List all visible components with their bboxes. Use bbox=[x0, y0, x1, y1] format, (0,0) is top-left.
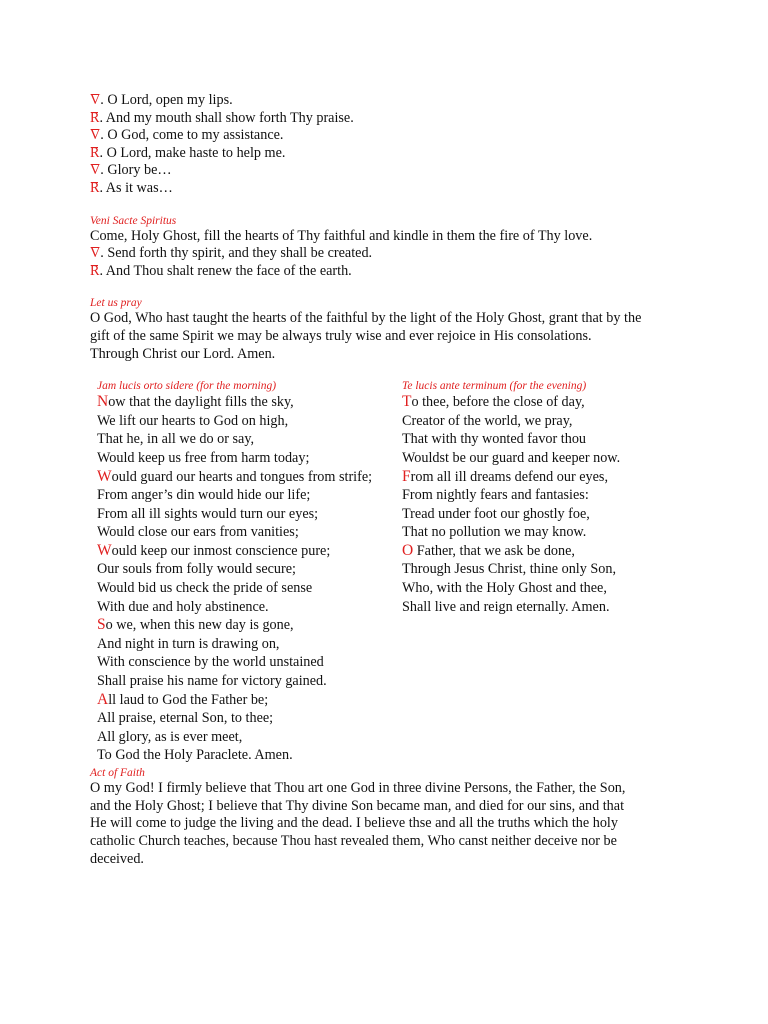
hymn-line: Would bid us check the pride of sense bbox=[97, 580, 313, 597]
hymn-line: Would keep our inmost conscience pure; bbox=[97, 541, 331, 559]
hymn-line: Would guard our hearts and tongues from strife; bbox=[97, 467, 373, 485]
versicles-block bbox=[90, 92, 690, 198]
hymn-line: Through Jesus Christ, thine only Son, bbox=[402, 561, 616, 578]
versicle-marker: V bbox=[90, 245, 101, 262]
hymn-line: Tread under foot our ghostly foe, bbox=[402, 505, 590, 522]
hymn-line: Would close our ears from vanities; bbox=[97, 524, 299, 541]
versicle-marker: V bbox=[90, 127, 101, 144]
document-page bbox=[90, 92, 690, 868]
prayer-text: Through Christ our Lord. Amen. bbox=[90, 345, 276, 362]
hymn-line: With conscience by the world unstained bbox=[97, 654, 324, 671]
prayer-text: O God, Who hast taught the hearts of the faithful by the light of the Holy Ghost, grant that by the bbox=[90, 310, 642, 327]
prayer-text: and the Holy Ghost; I believe that Thy divine Son became man, and died for our sins, and that bbox=[90, 797, 625, 814]
versicle-line: V. Send forth thy spirit, and they shall be created. bbox=[90, 245, 373, 262]
response-line: R. And Thou shalt renew the face of the earth. bbox=[90, 262, 352, 279]
hymn-line: With due and holy abstinence. bbox=[97, 598, 269, 615]
response-marker: R bbox=[90, 109, 100, 126]
hymn-line: O Father, that we ask be done, bbox=[402, 541, 575, 559]
hymn-line: From all ill dreams defend our eyes, bbox=[402, 467, 609, 485]
hymns-columns bbox=[90, 379, 690, 764]
hymn-line: All glory, as is ever meet, bbox=[97, 728, 243, 745]
hymn-heading: Te lucis ante terminum (for the evening) bbox=[402, 380, 587, 393]
section-heading: Veni Sacte Spiritus bbox=[90, 214, 177, 227]
response-marker: R bbox=[90, 262, 100, 279]
section-heading: Let us pray bbox=[90, 297, 142, 310]
response-marker: R bbox=[90, 144, 100, 161]
hymn-line: To thee, before the close of day, bbox=[402, 393, 585, 411]
versicle-line: V. O Lord, open my lips. bbox=[90, 92, 233, 108]
hymn-line: So we, when this new day is gone, bbox=[97, 616, 294, 634]
hymn-line: All praise, eternal Son, to thee; bbox=[97, 710, 274, 727]
hymn-heading: Jam lucis orto sidere (for the morning) bbox=[97, 380, 277, 393]
response-line: R. And my mouth shall show forth Thy praise. bbox=[90, 109, 354, 126]
section-heading: Act of Faith bbox=[90, 767, 145, 780]
hymn-line: Shall live and reign eternally. Amen. bbox=[402, 598, 610, 615]
hymn-line: From all ill sights would turn our eyes; bbox=[97, 505, 319, 522]
hymn-line: Who, with the Holy Ghost and thee, bbox=[402, 580, 607, 597]
response-marker: R bbox=[90, 179, 100, 196]
prayer-text: O my God! I firmly believe that Thou art one God in three divine Persons, the Father, the Son, bbox=[90, 780, 626, 797]
versicle-marker: V bbox=[90, 162, 101, 179]
hymn-line: From anger’s din would hide our life; bbox=[97, 487, 311, 504]
response-line: R. As it was… bbox=[90, 179, 173, 196]
hymn-line: From nightly fears and fantasies: bbox=[402, 487, 589, 504]
act-of-faith-section bbox=[90, 766, 690, 868]
response-line: R. O Lord, make haste to help me. bbox=[90, 144, 286, 161]
morning-hymn bbox=[97, 379, 397, 765]
hymn-line: We lift our hearts to God on high, bbox=[97, 412, 289, 429]
let-us-pray-section bbox=[90, 296, 690, 363]
prayer-text: deceived. bbox=[90, 850, 144, 867]
evening-hymn bbox=[402, 379, 692, 616]
hymn-line: Our souls from folly would secure; bbox=[97, 561, 296, 578]
hymn-line: That he, in all we do or say, bbox=[97, 431, 255, 448]
versicle-line: V. O God, come to my assistance. bbox=[90, 127, 284, 144]
hymn-line: All laud to God the Father be; bbox=[97, 690, 269, 708]
prayer-text: Come, Holy Ghost, fill the hearts of Thy faithful and kindle in them the fire of Thy love. bbox=[90, 227, 593, 244]
hymn-line: And night in turn is drawing on, bbox=[97, 635, 280, 652]
veni-sancte-section bbox=[90, 214, 690, 281]
hymn-line: That no pollution we may know. bbox=[402, 524, 587, 541]
versicle-line: V. Glory be… bbox=[90, 162, 172, 179]
prayer-text: catholic Church teaches, because Thou hast revealed them, Who canst neither deceive nor be bbox=[90, 832, 617, 849]
prayer-text: He will come to judge the living and the dead. I believe thse and all the truths which the holy bbox=[90, 815, 618, 832]
hymn-line: Would keep us free from harm today; bbox=[97, 449, 310, 466]
versicle-marker: V bbox=[90, 92, 101, 108]
hymn-line: Wouldst be our guard and keeper now. bbox=[402, 449, 621, 466]
hymn-line: Shall praise his name for victory gained. bbox=[97, 673, 327, 690]
prayer-text: gift of the same Spirit we may be always truly wise and ever rejoice in His consolations. bbox=[90, 327, 592, 344]
hymn-line: That with thy wonted favor thou bbox=[402, 431, 587, 448]
hymn-line: Now that the daylight fills the sky, bbox=[97, 393, 294, 411]
hymn-line: To God the Holy Paraclete. Amen. bbox=[97, 747, 293, 764]
hymn-line: Creator of the world, we pray, bbox=[402, 412, 573, 429]
